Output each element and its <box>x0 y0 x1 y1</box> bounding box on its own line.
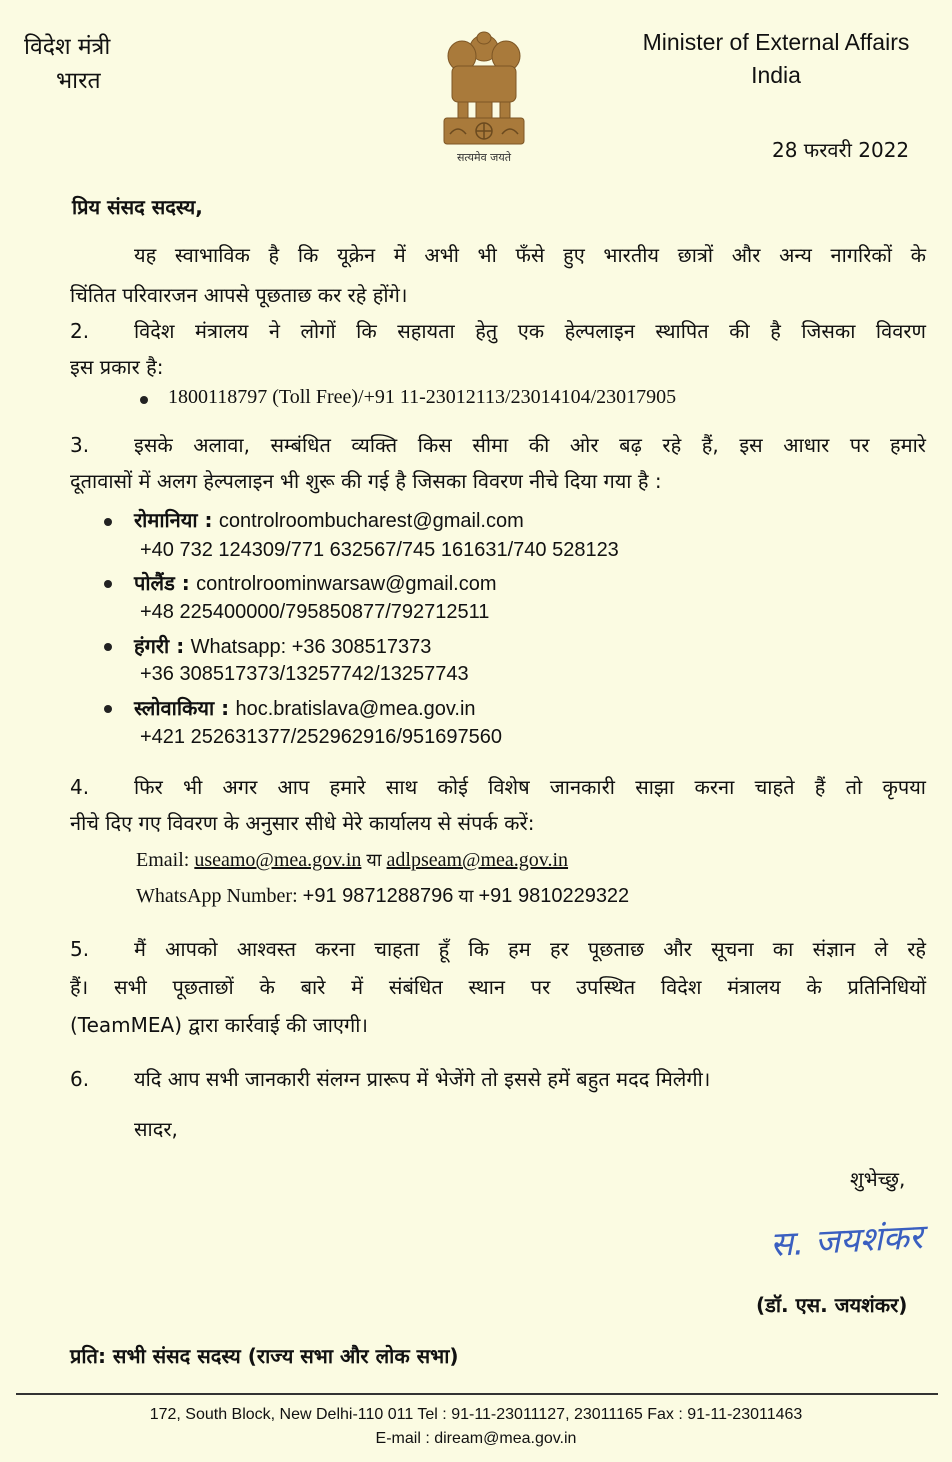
whatsapp-row <box>136 884 629 908</box>
hindi-title <box>24 30 110 98</box>
country-label: हंगरी : <box>134 634 185 658</box>
email-link-adlpseam[interactable]: adlpseam@mea.gov.in <box>386 849 569 871</box>
contact-hungary <box>134 632 431 659</box>
email-row <box>136 848 568 872</box>
bullet-dot <box>104 580 112 588</box>
or-separator: या <box>458 886 474 907</box>
signatory-name: (डॉ. एस. जयशंकर) <box>756 1293 908 1317</box>
email-label: Email: <box>136 849 190 871</box>
para6-text: यदि आप सभी जानकारी संलग्न प्रारूप में भेजेंगे तो इससे हमें बहुत मदद मिलेगी। <box>134 1067 711 1091</box>
hindi-title-line1: विदेश मंत्री <box>24 34 111 60</box>
country-label: स्लोवाकिया : <box>134 696 230 720</box>
para4-number: 4. <box>70 775 90 799</box>
english-title <box>600 26 952 92</box>
para6-number: 6. <box>70 1067 90 1091</box>
helpline-numbers: 1800118797 (Toll Free)/+91 11-23012113/23014104/23017905 <box>168 386 677 408</box>
contact-slovakia <box>134 694 476 721</box>
para2-line2: इस प्रकार है: <box>70 355 164 379</box>
para5-number: 5. <box>70 937 90 961</box>
contact-phones: +48 225400000/795850877/792712511 <box>140 601 490 623</box>
para3-line1: इसके अलावा, सम्बंधित व्यक्ति किस सीमा की ओर बढ़ रहे हैं, इस आधार पर हमारे <box>134 433 926 457</box>
para5-line1: मैं आपको आश्वस्त करना चाहता हूँ कि हम हर पूछताछ और सूचना का संज्ञान ले रहे <box>134 937 926 961</box>
salutation: प्रिय संसद सदस्य, <box>72 195 203 219</box>
contact-poland <box>134 569 497 596</box>
english-title-line2: India <box>751 62 801 88</box>
contact-email: controlroombucharest@gmail.com <box>218 510 524 532</box>
email-link-useamo[interactable]: useamo@mea.gov.in <box>194 849 362 871</box>
bullet-dot <box>104 518 112 526</box>
para2-line1: विदेश मंत्रालय ने लोगों कि सहायता हेतु एक हेल्पलाइन स्थापित की है जिसका विवरण <box>134 319 926 343</box>
country-label: रोमानिया : <box>134 508 213 532</box>
para4-line2: नीचे दिए गए विवरण के अनुसार सीधे मेरे कार्यालय से संपर्क करें: <box>70 811 535 835</box>
para3-line2: दूतावासों में अलग हेल्पलाइन भी शुरू की गई है जिसका विवरण नीचे दिया गया है : <box>70 469 662 493</box>
contact-phones: +36 308517373/13257742/13257743 <box>140 663 469 685</box>
contact-phones: +421 252631377/252962916/951697560 <box>140 726 503 748</box>
whatsapp-number-2: +91 9810229322 <box>478 885 630 907</box>
whatsapp-number-1: +91 9871288796 <box>302 885 454 907</box>
whatsapp-label: WhatsApp Number: <box>136 885 298 907</box>
signature: स. जयशंकर <box>769 1217 924 1265</box>
footer-address: 172, South Block, New Delhi-110 011 Tel : 91-11-23011127, 23011165 Fax : 91-11-23011463 <box>149 1406 803 1423</box>
footer-email: E-mail : diream@mea.gov.in <box>375 1430 577 1447</box>
recipient-line: प्रति: सभी संसद सदस्य (राज्य सभा और लोक सभा) <box>70 1344 459 1368</box>
para5-line2: हैं। सभी पूछताछों के बारे में संबंधित स्थान पर उपस्थित विदेश मंत्रालय के प्रतिनिधियों <box>70 975 926 999</box>
bullet-dot <box>104 705 112 713</box>
closing: सादर, <box>134 1117 178 1141</box>
para4-line1: फिर भी अगर आप हमारे साथ कोई विशेष जानकारी साझा करना चाहते हैं तो कृपया <box>134 775 926 799</box>
contact-email: hoc.bratislava@mea.gov.in <box>235 698 476 720</box>
letter-date: 28 फरवरी 2022 <box>772 138 910 162</box>
para5-line3: (TeamMEA) द्वारा कार्रवाई की जाएगी। <box>70 1013 368 1037</box>
bullet-dot <box>104 643 112 651</box>
wishes: शुभेच्छु, <box>850 1167 906 1191</box>
country-label: पोलैंड : <box>134 571 190 595</box>
footer-divider <box>16 1393 938 1395</box>
emblem-motto: सत्यमेव जयते <box>456 151 511 164</box>
para1-line1: यह स्वाभाविक है कि यूक्रेन में अभी भी फँसे हुए भारतीय छात्रों और अन्य नागरिकों के <box>134 243 926 267</box>
bullet-dot <box>140 396 148 404</box>
para3-number: 3. <box>70 433 90 457</box>
contact-phones: +40 732 124309/771 632567/745 161631/740 528123 <box>140 539 619 561</box>
para2-number: 2. <box>70 319 90 343</box>
contact-romania <box>134 506 524 533</box>
hindi-title-line2: भारत <box>56 68 101 94</box>
para1-line2: चिंतित परिवारजन आपसे पूछताछ कर रहे होंगे। <box>70 283 408 307</box>
contact-whatsapp: Whatsapp: +36 308517373 <box>190 636 432 658</box>
english-title-line1: Minister of External Affairs <box>642 29 910 55</box>
contact-email: controlroominwarsaw@gmail.com <box>196 573 497 595</box>
or-separator: या <box>366 850 382 871</box>
